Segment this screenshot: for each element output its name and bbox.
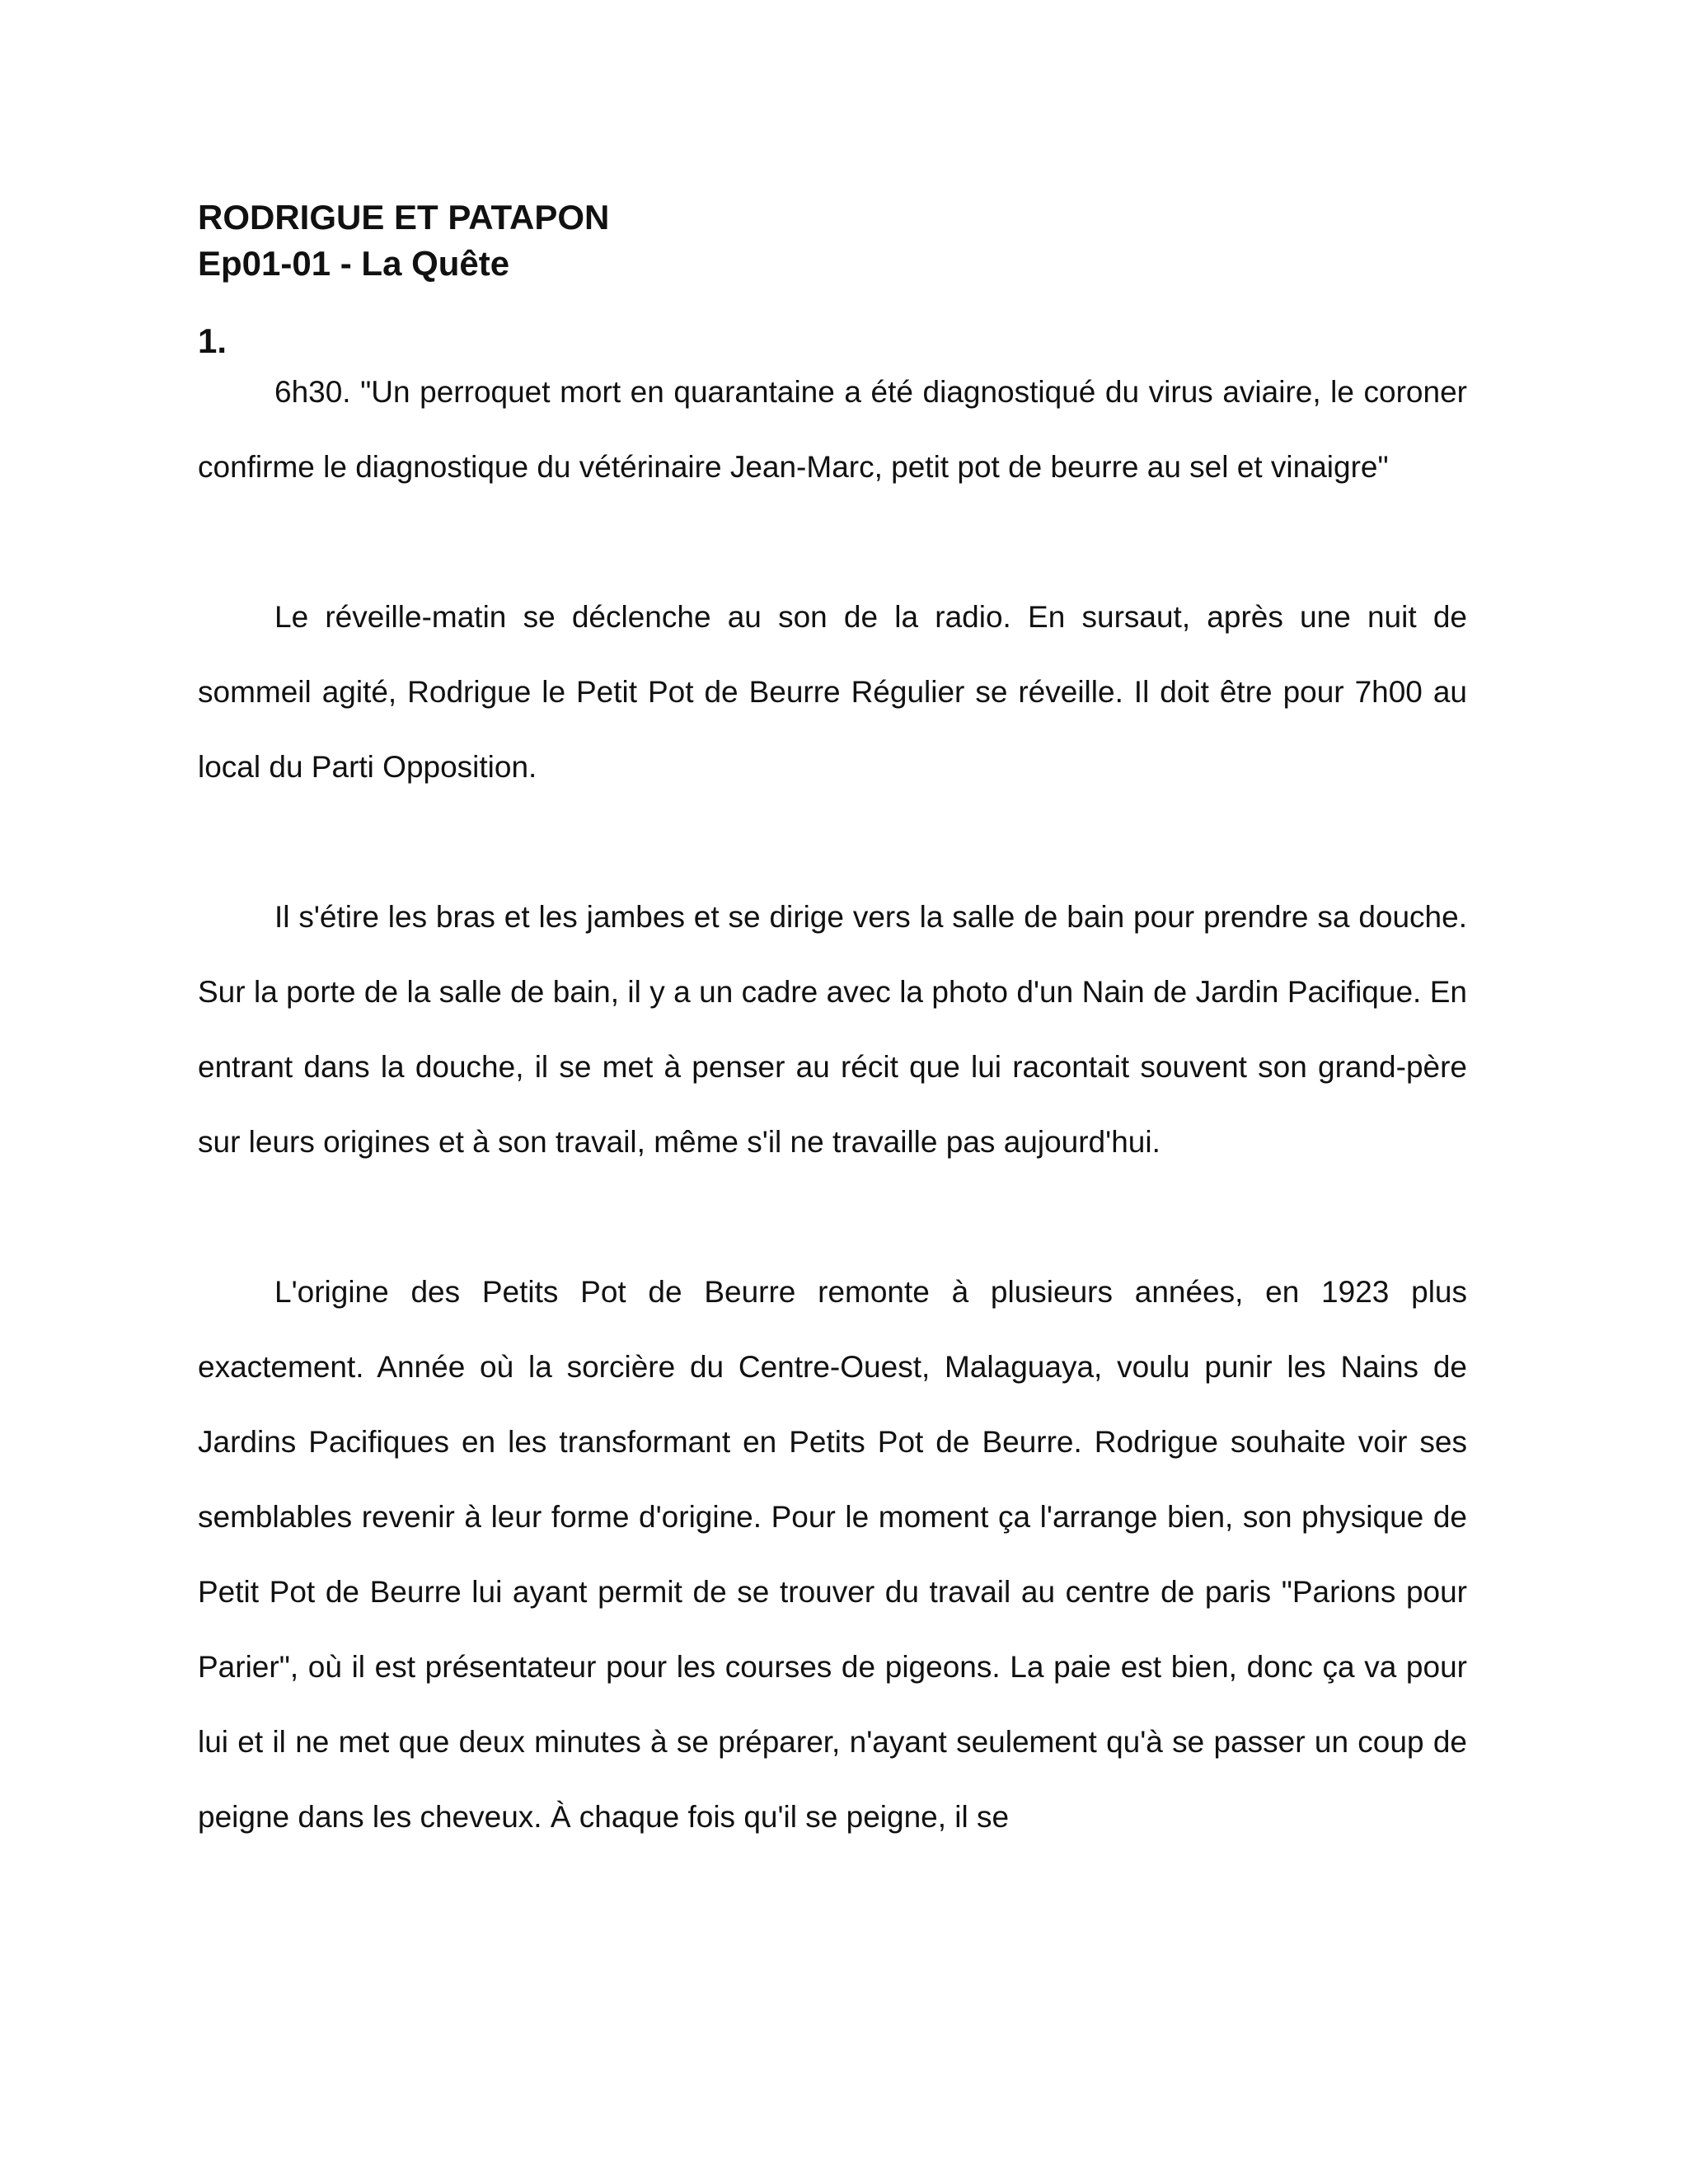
- document-title: RODRIGUE ET PATAPON: [198, 198, 610, 237]
- paragraph-wake-up: Le réveille-matin se déclenche au son de la radio. En sursaut, après une nuit de sommeil agité, Rodrigue le Petit Pot de Beurre Régulier se réveille. Il doit être pour 7h00 au local du Parti Opposition.: [198, 600, 1467, 784]
- paragraph-shower: Il s'étire les bras et les jambes et se dirige vers la salle de bain pour prendre sa douche. Sur la porte de la salle de bain, il y a un cadre avec la photo d'un Nain de Jardin Pacifique. En entrant dans la douche, il se met à penser au récit que lui racontait souvent son grand-père sur leurs origines et à son travail, même s'il ne travaille pas aujourd'hui.: [198, 900, 1467, 1159]
- paragraph-origin: L'origine des Petits Pot de Beurre remonte à plusieurs années, en 1923 plus exactement. Année où la sorcière du Centre-Ouest, Malaguaya, voulu punir les Nains de Jardins Pacifiques en les transformant en Petits Pot de Beurre. Rodrigue souhaite voir ses semblables revenir à leur forme d'origine. Pour le moment ça l'arrange bien, son physique de Petit Pot de Beurre lui ayant permit de se trouver du travail au centre de paris "Parions pour Parier", où il est présentateur pour les courses de pigeons. La paie est bien, donc ça va pour lui et il ne met que deux minutes à se préparer, n'ayant seulement qu'à se passer un coup de peigne dans les cheveux. À chaque fois qu'il se peigne, il se: [198, 1275, 1467, 1834]
- paragraph-radio: 6h30. "Un perroquet mort en quarantaine a été diagnostiqué du virus aviaire, le coroner confirme le diagnostique du vétérinaire Jean-Marc, petit pot de beurre au sel et vinaigre": [198, 375, 1467, 484]
- section-number: 1.: [198, 321, 227, 360]
- document-body: [198, 194, 1467, 1854]
- episode-subtitle: Ep01-01 - La Quête: [198, 244, 510, 283]
